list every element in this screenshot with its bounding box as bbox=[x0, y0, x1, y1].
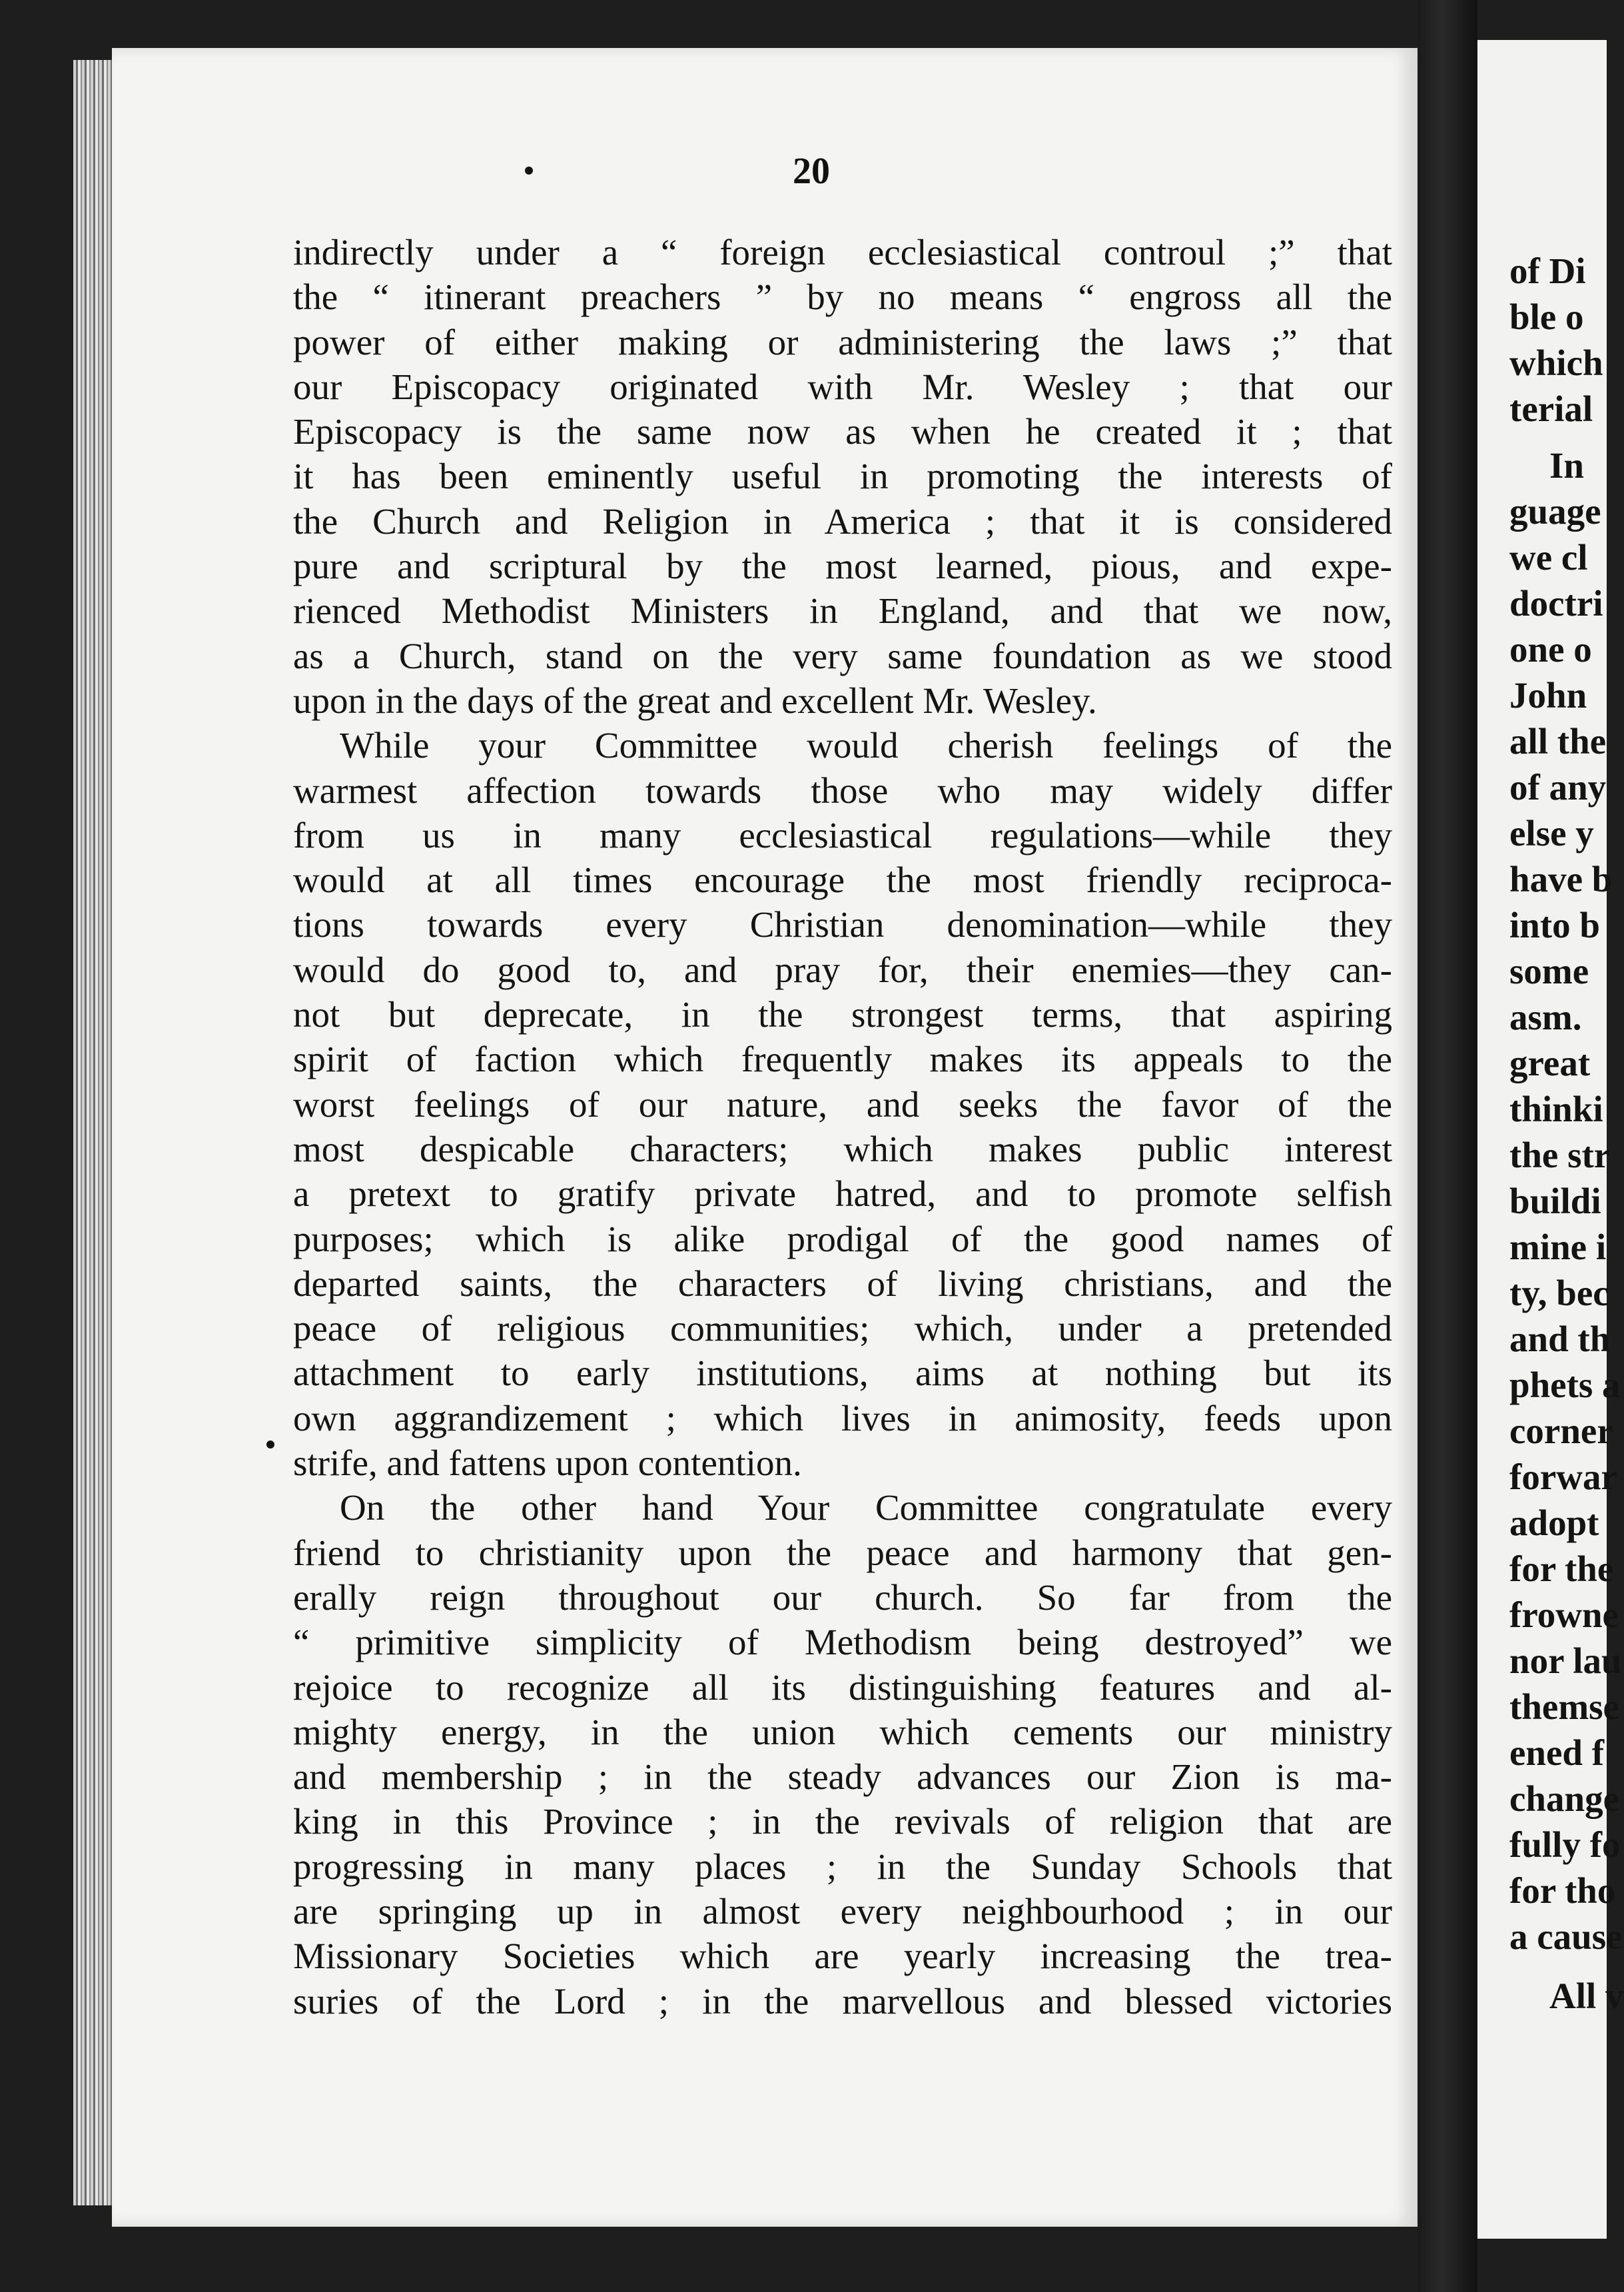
text-line: rienced Methodist Ministers in England, and that we now, bbox=[293, 590, 1392, 632]
facing-page-line: thinki bbox=[1509, 1089, 1603, 1129]
text-line: our Episcopacy originated with Mr. Wesley ; that our bbox=[293, 366, 1392, 407]
facing-page-line: of any bbox=[1509, 767, 1607, 808]
facing-page-line: great bbox=[1509, 1043, 1591, 1083]
text-line: departed saints, the characters of living christians, and the bbox=[293, 1263, 1392, 1304]
facing-page-line: which bbox=[1509, 342, 1603, 383]
facing-page-line: a cause bbox=[1509, 1916, 1623, 1957]
facing-page-line: terial bbox=[1509, 388, 1593, 429]
facing-page-line: doctri bbox=[1509, 583, 1603, 624]
facing-page-line: frowne bbox=[1509, 1594, 1619, 1635]
page-edges bbox=[73, 60, 113, 2205]
facing-page-line: themse bbox=[1509, 1686, 1619, 1727]
text-line: On the other hand Your Committee congratulate every bbox=[340, 1487, 1392, 1528]
facing-page-line: adopt bbox=[1509, 1502, 1599, 1543]
facing-page-line: forwar bbox=[1509, 1456, 1617, 1497]
facing-page-line: change bbox=[1509, 1778, 1619, 1819]
facing-page-line: some bbox=[1509, 951, 1589, 991]
text-line: purposes; which is alike prodigal of the good names of bbox=[293, 1218, 1392, 1259]
text-line: not but deprecate, in the strongest terms, that aspiring bbox=[293, 994, 1392, 1035]
text-line: are springing up in almost every neighbourhood ; in our bbox=[293, 1890, 1392, 1932]
text-line: Episcopacy is the same now as when he created it ; that bbox=[293, 411, 1392, 452]
text-line: would at all times encourage the most friendly reciproca- bbox=[293, 860, 1392, 901]
text-line: own aggrandizement ; which lives in animosity, feeds upon bbox=[293, 1397, 1392, 1438]
page-number: 20 bbox=[793, 151, 830, 192]
text-line: king in this Province ; in the revivals of religion that are bbox=[293, 1801, 1392, 1842]
text-line: a pretext to gratify private hatred, and to promote selfish bbox=[293, 1173, 1392, 1215]
text-line: warmest affection towards those who may widely differ bbox=[293, 770, 1392, 811]
facing-page-line: for the bbox=[1509, 1548, 1614, 1589]
facing-page-line: corner bbox=[1509, 1411, 1613, 1451]
text-line: would do good to, and pray for, their enemies—they can- bbox=[293, 949, 1392, 990]
facing-page-line: buildi bbox=[1509, 1181, 1601, 1221]
text-line: suries of the Lord ; in the marvellous and blessed victories bbox=[293, 1980, 1392, 2021]
text-line: erally reign throughout our church. So far from the bbox=[293, 1576, 1392, 1618]
facing-page-line: John bbox=[1509, 675, 1587, 716]
facing-page-line: ble o bbox=[1509, 296, 1584, 337]
text-line: friend to christianity upon the peace and harmony that gen- bbox=[293, 1532, 1392, 1573]
facing-page-line: else y bbox=[1509, 813, 1594, 854]
text-line: the “ itinerant preachers ” by no means “ engross all the bbox=[293, 277, 1392, 318]
facing-page-line: all the bbox=[1509, 721, 1607, 762]
facing-page-line: the str bbox=[1509, 1135, 1611, 1175]
text-line: indirectly under a “ foreign ecclesiastical controul ;” that bbox=[293, 232, 1392, 273]
facing-page-line: of Di bbox=[1509, 251, 1586, 291]
text-line: Missionary Societies which are yearly increasing the trea- bbox=[293, 1936, 1392, 1977]
text-line: the Church and Religion in America ; that it is considered bbox=[293, 500, 1392, 542]
text-line: rejoice to recognize all its distinguishing features and al- bbox=[293, 1666, 1392, 1708]
text-line: most despicable characters; which makes public interest bbox=[293, 1128, 1392, 1169]
facing-page-line: guage bbox=[1509, 491, 1601, 532]
text-line: pure and scriptural by the most learned, pious, and expe- bbox=[293, 546, 1392, 587]
text-line: progressing in many places ; in the Sunday Schools that bbox=[293, 1846, 1392, 1887]
facing-page-line: ened f bbox=[1509, 1732, 1605, 1773]
facing-page-line: mine i bbox=[1509, 1227, 1607, 1267]
text-line: attachment to early institutions, aims at nothing but its bbox=[293, 1353, 1392, 1394]
text-line: tions towards every Christian denomination—while they bbox=[293, 904, 1392, 945]
facing-page-line: and th bbox=[1509, 1319, 1611, 1359]
text-line: “ primitive simplicity of Methodism being destroyed” we bbox=[293, 1622, 1392, 1663]
facing-page-line: asm. bbox=[1509, 997, 1582, 1037]
facing-page-line: ty, bec bbox=[1509, 1273, 1609, 1313]
facing-page-line: one o bbox=[1509, 629, 1592, 670]
ink-speck bbox=[525, 167, 533, 175]
body-text bbox=[293, 230, 1392, 2023]
text-line: and membership ; in the steady advances our Zion is ma- bbox=[293, 1756, 1392, 1798]
text-line: upon in the days of the great and excellent Mr. Wesley. bbox=[293, 680, 1097, 721]
text-line: worst feelings of our nature, and seeks the favor of the bbox=[293, 1083, 1392, 1125]
text-line: While your Committee would cherish feelings of the bbox=[340, 725, 1392, 766]
text-line: it has been eminently useful in promoting the interests of bbox=[293, 456, 1392, 497]
book-gutter bbox=[1418, 0, 1477, 2292]
ink-speck bbox=[266, 1440, 274, 1448]
facing-page-line: for tho bbox=[1509, 1870, 1616, 1911]
facing-page-line: phets a bbox=[1509, 1365, 1621, 1405]
facing-page-line: we cl bbox=[1509, 537, 1588, 578]
text-line: mighty energy, in the union which cements our ministry bbox=[293, 1711, 1392, 1752]
text-line: as a Church, stand on the very same foundation as we stood bbox=[293, 635, 1392, 676]
facing-page-line: into b bbox=[1509, 905, 1601, 945]
facing-page-line: nor lau bbox=[1509, 1640, 1622, 1681]
text-line: strife, and fattens upon contention. bbox=[293, 1442, 802, 1484]
facing-page bbox=[1477, 40, 1624, 2239]
text-line: from us in many ecclesiastical regulations—while they bbox=[293, 814, 1392, 856]
facing-page-line: In bbox=[1549, 445, 1584, 486]
text-line: spirit of faction which frequently makes its appeals to the bbox=[293, 1039, 1392, 1080]
facing-page-line: All v bbox=[1549, 1976, 1624, 2016]
text-line: power of either making or administering the laws ;” that bbox=[293, 321, 1392, 362]
text-line: peace of religious communities; which, under a pretended bbox=[293, 1308, 1392, 1349]
facing-page-line: have b bbox=[1509, 859, 1613, 899]
facing-page-line: fully fo bbox=[1509, 1824, 1621, 1865]
